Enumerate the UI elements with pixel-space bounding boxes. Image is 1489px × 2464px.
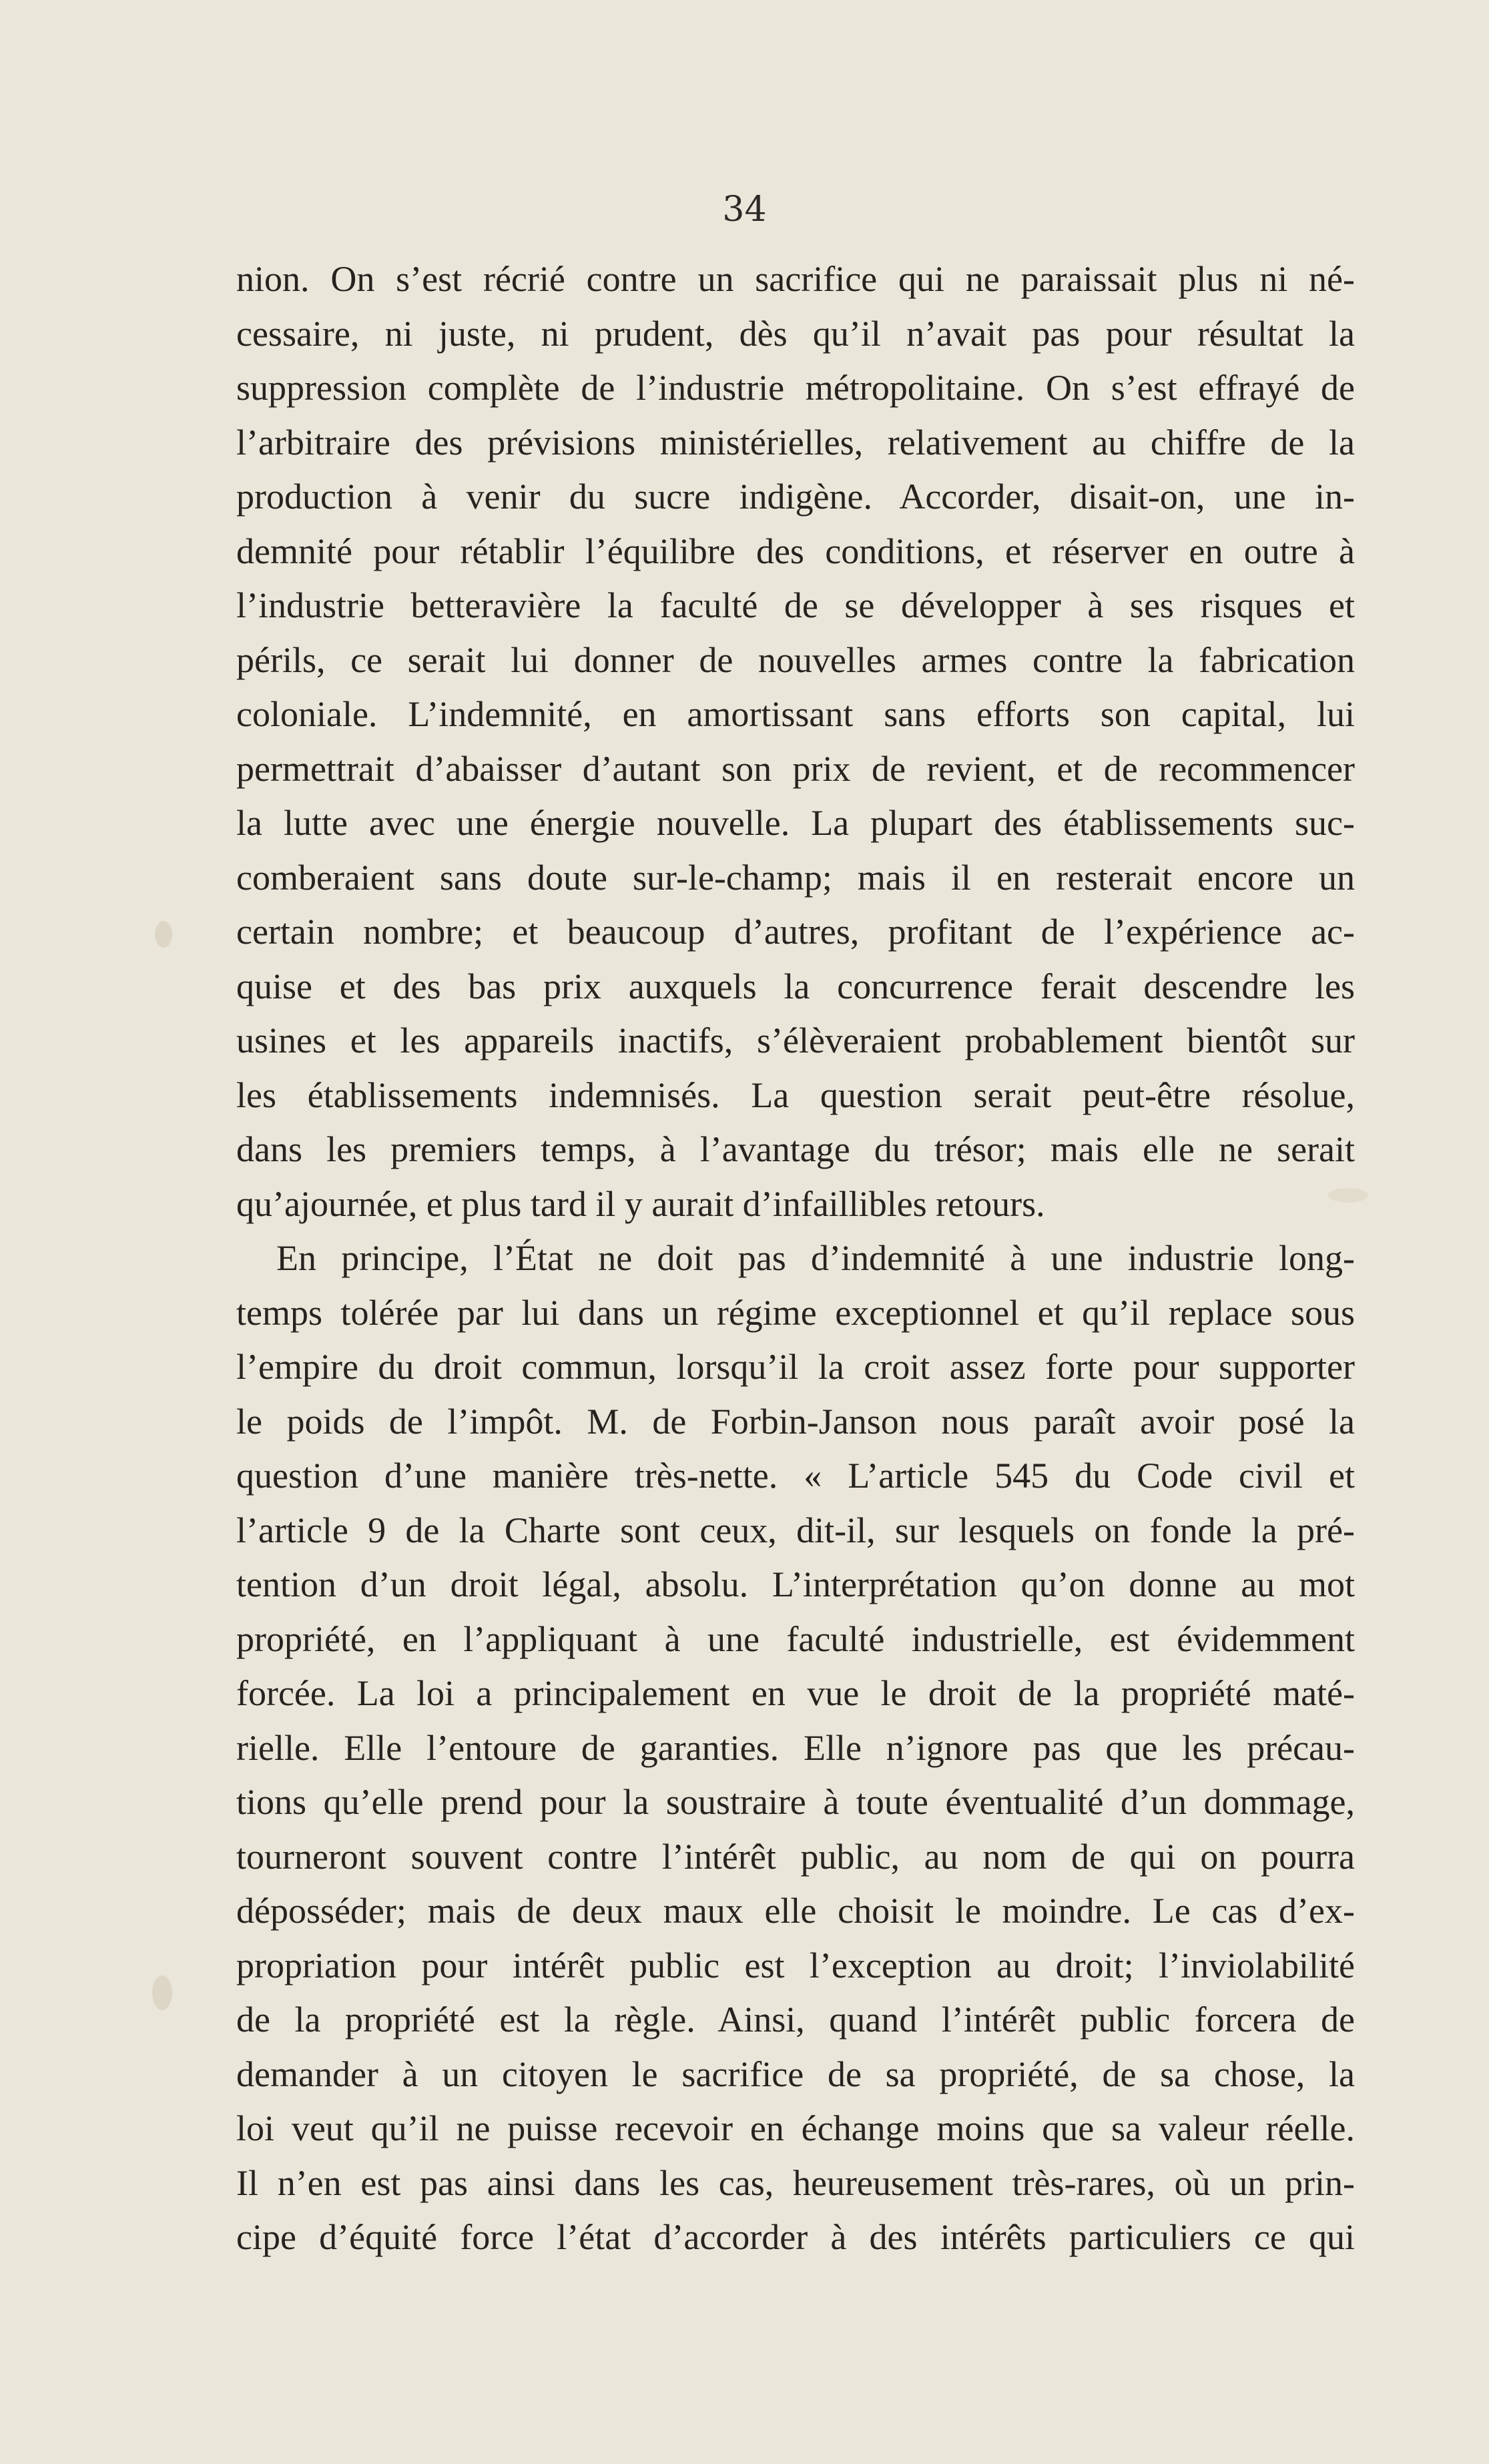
text-line: quise et des bas prix auxquels la concurrence ferait descendre les: [236, 966, 1355, 1006]
text-line: l’empire du droit commun, lorsqu’il la croit assez forte pour supporter: [236, 1347, 1355, 1387]
text-line: demnité pour rétablir l’équilibre des conditions, et réserver en outre à: [236, 531, 1355, 571]
paragraph-last-line: qu’ajournée, et plus tard il y aurait d’infaillibles retours.: [236, 1183, 1045, 1224]
text-line: usines et les appareils inactifs, s’élèveraient probablement bientôt sur: [236, 1020, 1355, 1060]
text-line: de la propriété est la règle. Ainsi, quand l’intérêt public forcera de: [236, 1999, 1355, 2040]
paragraph-first-line: En principe, l’État ne doit pas d’indemnité à une industrie long-: [276, 1238, 1355, 1278]
text-line: coloniale. L’indemnité, en amortissant sans efforts son capital, lui: [236, 694, 1355, 734]
body-text: [236, 252, 1355, 2265]
text-line: Il n’en est pas ainsi dans les cas, heureusement très-rares, où un prin-: [236, 2162, 1355, 2203]
text-line: l’industrie betteravière la faculté de se développer à ses risques et: [236, 585, 1355, 625]
text-line: demander à un citoyen le sacrifice de sa propriété, de sa chose, la: [236, 2054, 1355, 2094]
text-line: cessaire, ni juste, ni prudent, dès qu’il n’avait pas pour résultat la: [236, 313, 1355, 354]
text-line: dans les premiers temps, à l’avantage du trésor; mais elle ne serait: [236, 1129, 1355, 1169]
text-line: loi veut qu’il ne puisse recevoir en échange moins que sa valeur réelle.: [236, 2108, 1355, 2148]
text-line: suppression complète de l’industrie métropolitaine. On s’est effrayé de: [236, 368, 1355, 408]
text-line: les établissements indemnisés. La question serait peut-être résolue,: [236, 1074, 1355, 1115]
text-line: tention d’un droit légal, absolu. L’interprétation qu’on donne au mot: [236, 1564, 1355, 1604]
text-line: le poids de l’impôt. M. de Forbin-Janson nous paraît avoir posé la: [236, 1401, 1355, 1442]
paper-foxing-spot: [155, 921, 172, 948]
text-line: la lutte avec une énergie nouvelle. La plupart des établissements suc-: [236, 803, 1355, 843]
text-line: certain nombre; et beaucoup d’autres, profitant de l’expérience ac-: [236, 912, 1355, 952]
text-line: déposséder; mais de deux maux elle choisit le moindre. Le cas d’ex-: [236, 1891, 1355, 1931]
text-line: tourneront souvent contre l’intérêt public, au nom de qui on pourra: [236, 1836, 1355, 1877]
paper-foxing-spot: [152, 1975, 172, 2010]
text-line: temps tolérée par lui dans un régime exceptionnel et qu’il replace sous: [236, 1292, 1355, 1333]
text-line: question d’une manière très-nette. « L’article 545 du Code civil et: [236, 1456, 1355, 1496]
text-line: l’article 9 de la Charte sont ceux, dit-il, sur lesquels on fonde la pré-: [236, 1510, 1355, 1550]
text-line: comberaient sans doute sur-le-champ; mais il en resterait encore un: [236, 857, 1355, 898]
text-line: propriété, en l’appliquant à une faculté industrielle, est évidemment: [236, 1618, 1355, 1659]
page-number: 34: [722, 190, 767, 230]
text-line: production à venir du sucre indigène. Accorder, disait-on, une in-: [236, 477, 1355, 517]
text-line: l’arbitraire des prévisions ministérielles, relativement au chiffre de la: [236, 422, 1355, 463]
text-line: permettrait d’abaisser d’autant son prix de revient, et de recommencer: [236, 748, 1355, 789]
text-line: périls, ce serait lui donner de nouvelles armes contre la fabrication: [236, 639, 1355, 680]
text-line: rielle. Elle l’entoure de garanties. Elle n’ignore pas que les précau-: [236, 1727, 1355, 1768]
text-line: forcée. La loi a principalement en vue le droit de la propriété maté-: [236, 1673, 1355, 1713]
text-line: propriation pour intérêt public est l’exception au droit; l’inviolabilité: [236, 1945, 1355, 1985]
text-line: cipe d’équité force l’état d’accorder à des intérêts particuliers ce qui: [236, 2217, 1355, 2257]
text-line: nion. On s’est récrié contre un sacrifice qui ne paraissait plus ni né-: [236, 259, 1355, 299]
text-line: tions qu’elle prend pour la soustraire à toute éventualité d’un dommage,: [236, 1782, 1355, 1822]
